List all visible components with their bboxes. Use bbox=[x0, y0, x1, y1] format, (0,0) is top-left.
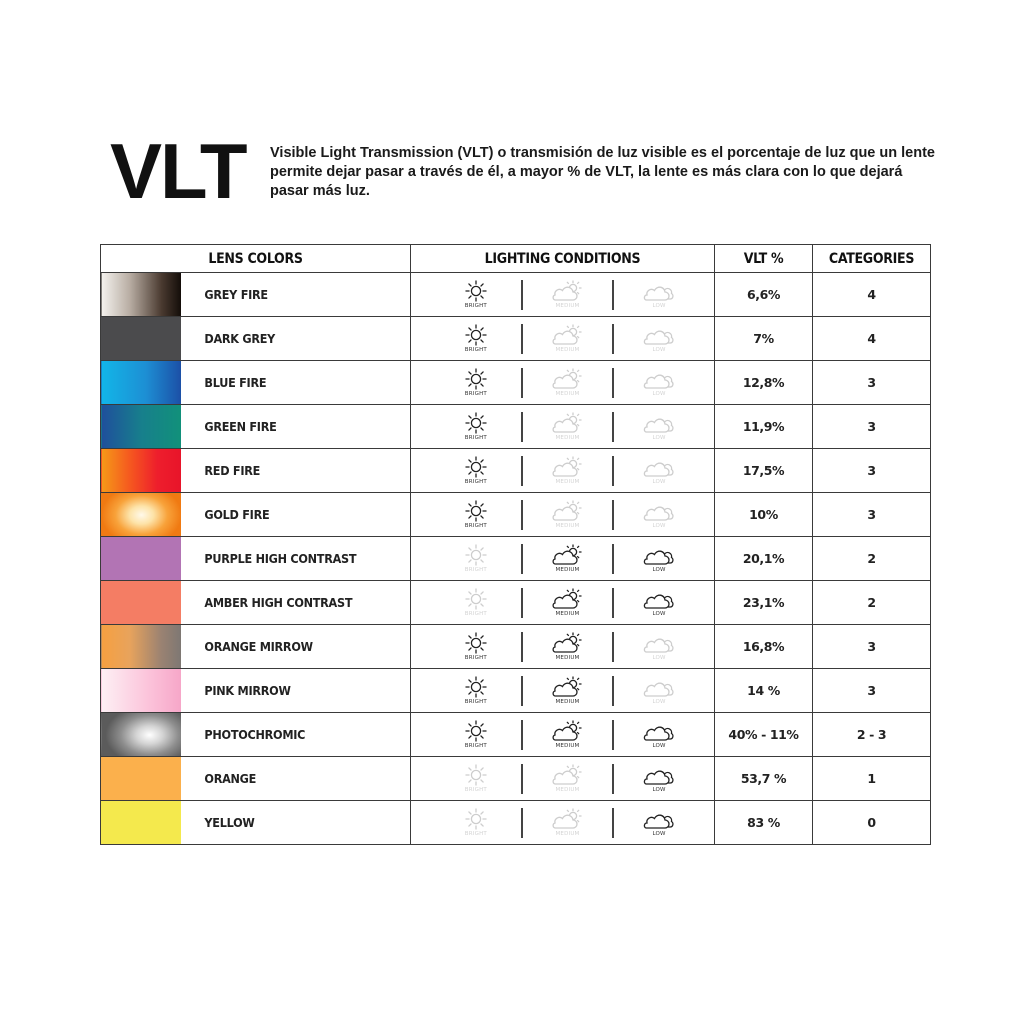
lighting-conditions-cell bbox=[411, 405, 715, 449]
condition-label: BRIGHT bbox=[464, 787, 487, 793]
lens-name: RED FIRE bbox=[181, 449, 388, 493]
condition-divider bbox=[612, 412, 614, 442]
sun-icon bbox=[463, 456, 489, 478]
condition-bright bbox=[451, 324, 501, 353]
cloud-icon bbox=[641, 632, 677, 654]
sun-cloud-icon bbox=[549, 368, 585, 390]
condition-medium bbox=[542, 588, 592, 617]
lighting-conditions-cell bbox=[411, 581, 715, 625]
lens-name: GREY FIRE bbox=[181, 273, 388, 317]
condition-divider bbox=[612, 720, 614, 750]
header-vlt: VLT % bbox=[715, 245, 813, 273]
category-value: 2 - 3 bbox=[813, 713, 931, 757]
sun-icon bbox=[463, 808, 489, 830]
table-row bbox=[101, 405, 931, 449]
sun-cloud-icon bbox=[549, 676, 585, 698]
condition-divider bbox=[521, 368, 523, 398]
lens-color-swatch bbox=[101, 669, 181, 713]
condition-divider bbox=[521, 544, 523, 574]
condition-low bbox=[634, 456, 684, 485]
lens-color-swatch bbox=[101, 493, 181, 537]
lens-name: AMBER HIGH CONTRAST bbox=[181, 581, 388, 625]
condition-medium bbox=[542, 500, 592, 529]
lighting-conditions-cell bbox=[411, 317, 715, 361]
condition-divider bbox=[521, 456, 523, 486]
lens-name: GREEN FIRE bbox=[181, 405, 388, 449]
condition-divider bbox=[521, 588, 523, 618]
condition-divider bbox=[612, 368, 614, 398]
condition-label: BRIGHT bbox=[464, 831, 487, 837]
condition-divider bbox=[612, 676, 614, 706]
lens-name: PINK MIRROW bbox=[181, 669, 388, 713]
condition-low bbox=[634, 500, 684, 529]
cloud-icon bbox=[641, 456, 677, 478]
condition-bright bbox=[451, 500, 501, 529]
table-row bbox=[101, 757, 931, 801]
header-categories: CATEGORIES bbox=[813, 245, 931, 273]
condition-low bbox=[634, 544, 684, 573]
sun-cloud-icon bbox=[549, 544, 585, 566]
sun-icon bbox=[463, 632, 489, 654]
cloud-icon bbox=[641, 764, 677, 786]
vlt-value: 40% - 11% bbox=[715, 713, 813, 757]
cloud-icon bbox=[641, 588, 677, 610]
lens-color-swatch bbox=[101, 405, 181, 449]
vlt-value: 53,7 % bbox=[715, 757, 813, 801]
lighting-conditions-cell bbox=[411, 493, 715, 537]
sun-cloud-icon bbox=[549, 500, 585, 522]
condition-divider bbox=[521, 412, 523, 442]
condition-bright bbox=[451, 632, 501, 661]
table-row bbox=[101, 317, 931, 361]
lens-color-swatch bbox=[101, 273, 181, 317]
sun-icon bbox=[463, 412, 489, 434]
condition-label: LOW bbox=[652, 391, 666, 397]
condition-medium bbox=[542, 720, 592, 749]
condition-label: MEDIUM bbox=[555, 435, 580, 441]
vlt-value: 11,9% bbox=[715, 405, 813, 449]
condition-divider bbox=[612, 764, 614, 794]
condition-low bbox=[634, 280, 684, 309]
condition-label: MEDIUM bbox=[555, 567, 580, 573]
condition-medium bbox=[542, 280, 592, 309]
lens-name: BLUE FIRE bbox=[181, 361, 388, 405]
vlt-value: 20,1% bbox=[715, 537, 813, 581]
cloud-icon bbox=[641, 720, 677, 742]
condition-label: MEDIUM bbox=[555, 831, 580, 837]
condition-divider bbox=[521, 764, 523, 794]
condition-medium bbox=[542, 456, 592, 485]
condition-label: BRIGHT bbox=[464, 567, 487, 573]
category-value: 4 bbox=[813, 317, 931, 361]
sun-icon bbox=[463, 676, 489, 698]
cloud-icon bbox=[641, 500, 677, 522]
condition-divider bbox=[521, 676, 523, 706]
header-lens-colors: LENS COLORS bbox=[101, 245, 411, 273]
table-row bbox=[101, 493, 931, 537]
sun-cloud-icon bbox=[549, 412, 585, 434]
condition-medium bbox=[542, 632, 592, 661]
condition-label: MEDIUM bbox=[555, 391, 580, 397]
cloud-icon bbox=[641, 808, 677, 830]
condition-label: LOW bbox=[652, 435, 666, 441]
lighting-conditions-cell bbox=[411, 361, 715, 405]
condition-label: MEDIUM bbox=[555, 787, 580, 793]
condition-label: LOW bbox=[652, 567, 666, 573]
condition-divider bbox=[612, 324, 614, 354]
sun-cloud-icon bbox=[549, 588, 585, 610]
condition-label: MEDIUM bbox=[555, 743, 580, 749]
condition-low bbox=[634, 412, 684, 441]
condition-bright bbox=[451, 368, 501, 397]
condition-bright bbox=[451, 588, 501, 617]
condition-label: MEDIUM bbox=[555, 611, 580, 617]
vlt-table bbox=[100, 244, 931, 845]
lens-color-swatch bbox=[101, 757, 181, 801]
sun-icon bbox=[463, 764, 489, 786]
vlt-value: 16,8% bbox=[715, 625, 813, 669]
condition-bright bbox=[451, 456, 501, 485]
condition-label: MEDIUM bbox=[555, 347, 580, 353]
table-row bbox=[101, 801, 931, 845]
condition-divider bbox=[612, 280, 614, 310]
condition-low bbox=[634, 324, 684, 353]
category-value: 4 bbox=[813, 273, 931, 317]
sun-icon bbox=[463, 720, 489, 742]
lens-name: YELLOW bbox=[181, 801, 388, 845]
condition-divider bbox=[521, 280, 523, 310]
lens-color-swatch bbox=[101, 361, 181, 405]
condition-divider bbox=[521, 632, 523, 662]
category-value: 3 bbox=[813, 669, 931, 713]
category-value: 3 bbox=[813, 449, 931, 493]
vlt-value: 12,8% bbox=[715, 361, 813, 405]
table-row bbox=[101, 361, 931, 405]
condition-divider bbox=[612, 632, 614, 662]
condition-medium bbox=[542, 544, 592, 573]
sun-cloud-icon bbox=[549, 720, 585, 742]
condition-divider bbox=[521, 324, 523, 354]
lighting-conditions-cell bbox=[411, 625, 715, 669]
vlt-value: 17,5% bbox=[715, 449, 813, 493]
cloud-icon bbox=[641, 368, 677, 390]
table-row bbox=[101, 581, 931, 625]
cloud-icon bbox=[641, 412, 677, 434]
condition-bright bbox=[451, 280, 501, 309]
lens-color-swatch bbox=[101, 537, 181, 581]
sun-cloud-icon bbox=[549, 280, 585, 302]
vlt-value: 14 % bbox=[715, 669, 813, 713]
condition-label: LOW bbox=[652, 303, 666, 309]
condition-medium bbox=[542, 412, 592, 441]
lens-name: PURPLE HIGH CONTRAST bbox=[181, 537, 388, 581]
page-title: VLT bbox=[110, 127, 246, 215]
condition-low bbox=[634, 720, 684, 749]
condition-bright bbox=[451, 808, 501, 837]
condition-label: LOW bbox=[652, 787, 666, 793]
condition-label: LOW bbox=[652, 523, 666, 529]
lighting-conditions-cell bbox=[411, 669, 715, 713]
sun-icon bbox=[463, 544, 489, 566]
lens-name: PHOTOCHROMIC bbox=[181, 713, 388, 757]
lens-color-swatch bbox=[101, 801, 181, 845]
vlt-description: Visible Light Transmission (VLT) o transmisión de luz visible es el porcentaje de luz que un lente permite dejar pasar a través de él, a mayor % de VLT, la lente es más clara con lo que dejará pasar más luz. bbox=[270, 145, 935, 199]
condition-divider bbox=[521, 500, 523, 530]
sun-cloud-icon bbox=[549, 808, 585, 830]
category-value: 0 bbox=[813, 801, 931, 845]
sun-icon bbox=[463, 280, 489, 302]
condition-divider bbox=[612, 588, 614, 618]
condition-label: BRIGHT bbox=[464, 303, 487, 309]
condition-bright bbox=[451, 412, 501, 441]
condition-label: LOW bbox=[652, 831, 666, 837]
lens-name: ORANGE bbox=[181, 757, 388, 801]
sun-icon bbox=[463, 368, 489, 390]
table-row bbox=[101, 625, 931, 669]
cloud-icon bbox=[641, 676, 677, 698]
vlt-value: 83 % bbox=[715, 801, 813, 845]
category-value: 3 bbox=[813, 405, 931, 449]
condition-label: LOW bbox=[652, 479, 666, 485]
sun-icon bbox=[463, 588, 489, 610]
sun-cloud-icon bbox=[549, 632, 585, 654]
condition-label: MEDIUM bbox=[555, 655, 580, 661]
condition-label: BRIGHT bbox=[464, 479, 487, 485]
category-value: 3 bbox=[813, 493, 931, 537]
sun-cloud-icon bbox=[549, 456, 585, 478]
condition-label: BRIGHT bbox=[464, 611, 487, 617]
sun-cloud-icon bbox=[549, 764, 585, 786]
category-value: 3 bbox=[813, 361, 931, 405]
lens-color-swatch bbox=[101, 625, 181, 669]
vlt-value: 6,6% bbox=[715, 273, 813, 317]
lighting-conditions-cell bbox=[411, 757, 715, 801]
condition-low bbox=[634, 588, 684, 617]
table-row bbox=[101, 273, 931, 317]
condition-label: MEDIUM bbox=[555, 523, 580, 529]
category-value: 3 bbox=[813, 625, 931, 669]
condition-label: LOW bbox=[652, 611, 666, 617]
condition-bright bbox=[451, 720, 501, 749]
lens-name: DARK GREY bbox=[181, 317, 388, 361]
sun-icon bbox=[463, 500, 489, 522]
condition-divider bbox=[612, 544, 614, 574]
lighting-conditions-cell bbox=[411, 801, 715, 845]
condition-label: LOW bbox=[652, 699, 666, 705]
condition-bright bbox=[451, 764, 501, 793]
condition-label: LOW bbox=[652, 347, 666, 353]
table-row bbox=[101, 669, 931, 713]
table-header-row bbox=[101, 245, 931, 273]
condition-label: LOW bbox=[652, 743, 666, 749]
condition-low bbox=[634, 764, 684, 793]
category-value: 2 bbox=[813, 537, 931, 581]
lighting-conditions-cell bbox=[411, 273, 715, 317]
table-row bbox=[101, 449, 931, 493]
condition-medium bbox=[542, 676, 592, 705]
lens-color-swatch bbox=[101, 449, 181, 493]
condition-divider bbox=[612, 500, 614, 530]
sun-cloud-icon bbox=[549, 324, 585, 346]
lighting-conditions-cell bbox=[411, 537, 715, 581]
condition-low bbox=[634, 808, 684, 837]
vlt-value: 7% bbox=[715, 317, 813, 361]
condition-divider bbox=[612, 808, 614, 838]
condition-low bbox=[634, 368, 684, 397]
lens-name: ORANGE MIRROW bbox=[181, 625, 388, 669]
condition-medium bbox=[542, 368, 592, 397]
lighting-conditions-cell bbox=[411, 449, 715, 493]
sun-icon bbox=[463, 324, 489, 346]
condition-bright bbox=[451, 676, 501, 705]
vlt-value: 23,1% bbox=[715, 581, 813, 625]
lens-color-swatch bbox=[101, 317, 181, 361]
category-value: 2 bbox=[813, 581, 931, 625]
condition-label: BRIGHT bbox=[464, 347, 487, 353]
condition-divider bbox=[521, 720, 523, 750]
condition-label: BRIGHT bbox=[464, 699, 487, 705]
category-value: 1 bbox=[813, 757, 931, 801]
condition-low bbox=[634, 676, 684, 705]
cloud-icon bbox=[641, 280, 677, 302]
condition-label: BRIGHT bbox=[464, 435, 487, 441]
table-row bbox=[101, 537, 931, 581]
condition-label: MEDIUM bbox=[555, 479, 580, 485]
lens-color-swatch bbox=[101, 581, 181, 625]
condition-medium bbox=[542, 324, 592, 353]
condition-label: MEDIUM bbox=[555, 303, 580, 309]
lens-name: GOLD FIRE bbox=[181, 493, 388, 537]
condition-medium bbox=[542, 764, 592, 793]
header-lighting-conditions: LIGHTING CONDITIONS bbox=[411, 245, 715, 273]
table-row bbox=[101, 713, 931, 757]
condition-label: BRIGHT bbox=[464, 523, 487, 529]
lighting-conditions-cell bbox=[411, 713, 715, 757]
condition-label: MEDIUM bbox=[555, 699, 580, 705]
condition-low bbox=[634, 632, 684, 661]
cloud-icon bbox=[641, 544, 677, 566]
vlt-value: 10% bbox=[715, 493, 813, 537]
condition-label: BRIGHT bbox=[464, 655, 487, 661]
condition-divider bbox=[612, 456, 614, 486]
cloud-icon bbox=[641, 324, 677, 346]
condition-medium bbox=[542, 808, 592, 837]
condition-label: BRIGHT bbox=[464, 391, 487, 397]
condition-divider bbox=[521, 808, 523, 838]
condition-label: BRIGHT bbox=[464, 743, 487, 749]
lens-color-swatch bbox=[101, 713, 181, 757]
condition-bright bbox=[451, 544, 501, 573]
condition-label: LOW bbox=[652, 655, 666, 661]
